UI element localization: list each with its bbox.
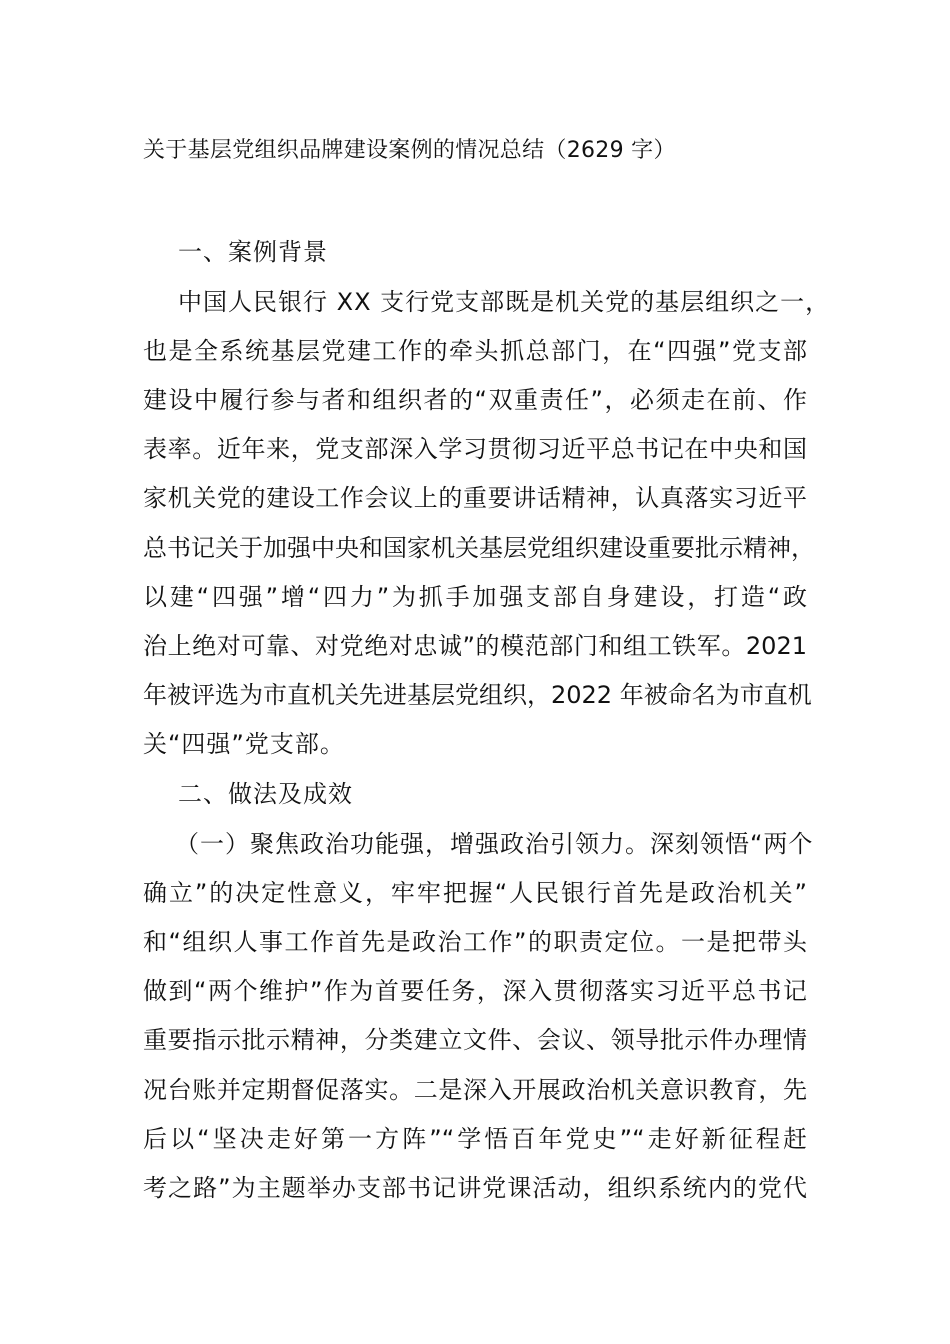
- paragraph-line: （一）聚焦政治功能强，增强政治引领力。深刻领悟“两个: [175, 830, 814, 858]
- paragraph-line: 也是全系统基层党建工作的牵头抓总部门，在“四强”党支部: [143, 337, 807, 365]
- paragraph-line: 治上绝对可靠、对党绝对忠诚”的模范部门和组工铁军。2021: [143, 632, 807, 660]
- document-title: 关于基层党组织品牌建设案例的情况总结（2629 字）: [143, 138, 676, 163]
- paragraph-line: 中国人民银行 XX 支行党支部既是机关党的基层组织之一，: [178, 288, 831, 316]
- paragraph-line: 总书记关于加强中央和国家机关基层党组织建设重要批示精神，: [143, 534, 815, 562]
- paragraph-line: 后以“坚决走好第一方阵”“学悟百年党史”“走好新征程赶: [143, 1125, 807, 1153]
- paragraph-line: 表率。近年来，党支部深入学习贯彻习近平总书记在中央和国: [143, 435, 807, 463]
- paragraph-line: 年被评选为市直机关先进基层党组织，2022 年被命名为市直机: [143, 681, 812, 709]
- paragraph-line: 重要指示批示精神，分类建立文件、会议、领导批示件办理情: [143, 1026, 807, 1054]
- paragraph-line: 确立”的决定性意义，牢牢把握“人民银行首先是政治机关”: [143, 879, 807, 907]
- paragraph-line: 建设中履行参与者和组织者的“双重责任”，必须走在前、作: [143, 386, 807, 414]
- section-heading-background: 一、案例背景: [178, 238, 328, 266]
- paragraph-line: 做到“两个维护”作为首要任务，深入贯彻落实习近平总书记: [143, 977, 807, 1005]
- paragraph-line: 况台账并定期督促落实。二是深入开展政治机关意识教育，先: [143, 1076, 807, 1104]
- paragraph-line: 关“四强”党支部。: [143, 730, 345, 758]
- paragraph-line: 和“组织人事工作首先是政治工作”的职责定位。一是把带头: [143, 928, 807, 956]
- paragraph-line: 家机关党的建设工作会议上的重要讲话精神，认真落实习近平: [143, 484, 807, 512]
- section-heading-methods: 二、做法及成效: [178, 780, 353, 808]
- paragraph-line: 以建“四强”增“四力”为抓手加强支部自身建设，打造“政: [143, 583, 807, 611]
- paragraph-line: 考之路”为主题举办支部书记讲党课活动，组织系统内的党代: [143, 1174, 807, 1202]
